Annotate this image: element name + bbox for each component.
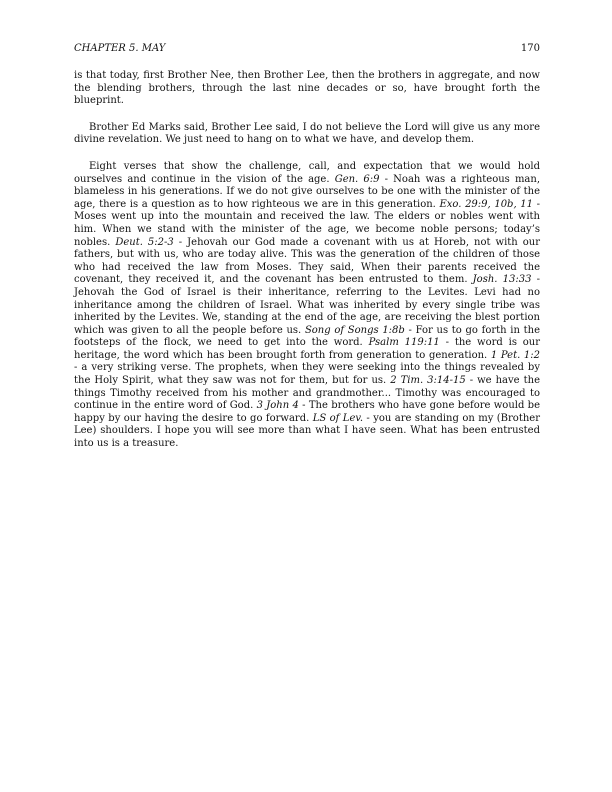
text-run: - For us to go forth in the footsteps of the flock, we need to get into the word. <box>74 324 541 349</box>
text-run: - Moses went up into the mountain and received the law. The elders or nobles went with him. When we stand with the minister of the age, we become noble persons; today’s nobles. <box>74 198 540 248</box>
text-run: - you are standing on my (Brother Lee) shoulders. I hope you will see more than what I have seen. What has been entrusted into us is a treasure. <box>74 412 540 450</box>
text-run: - a very striking verse. The prophets, when they were seeking into the things revealed by the Holy Spirit, what they saw was not for them, but for us. <box>74 362 540 387</box>
text-run: - we have the things Timothy received from his mother and grandmother... Timothy was encouraged to continue in the entire word of God. <box>74 375 540 412</box>
paragraph <box>74 122 540 147</box>
scripture-reference: Josh. 13:33 <box>472 274 532 286</box>
paragraph <box>74 70 540 108</box>
scripture-reference: Exo. 29:9, 10b, 11 <box>439 198 533 210</box>
paragraph <box>74 161 540 451</box>
body-text <box>74 70 540 465</box>
scripture-reference: Gen. 6:9 <box>334 173 380 185</box>
text-run: - the word is our heritage, the word which has been brought forth from generation to generation. <box>74 337 541 361</box>
text-run: - Jehovah the God of Israel is their inheritance, referring to the Levites. Levi had no inheritance among the children of Israel. What was inherited by every single tribe was inherited by the Levites. We, standing at the end of the age, are receiving the blest portion which was given to all the people before us. <box>74 274 541 336</box>
text-run: - Noah was a righteous man, blameless in his generations. If we do not give ourselves to be one with the minister of the age, there is a question as to how righteous we are in this generation. <box>74 173 541 210</box>
text-run: Eight verses that show the challenge, call, and expectation that we would hold ourselves and continue in the vision of the age. <box>74 160 540 185</box>
chapter-title: CHAPTER 5. MAY <box>74 43 166 54</box>
scripture-reference: 2 Tim. 3:14-15 <box>390 375 466 387</box>
scripture-reference: LS of Lev. <box>312 412 363 424</box>
scripture-reference: Song of Songs 1:8b <box>304 324 405 336</box>
text-run: - Jehovah our God made a covenant with us at Horeb, not with our fathers, but with us, who are today alive. This was the generation of the children of those who had received the law from Moses. They said, When their parents received the covenant, they received it, and the covenant has been entrusted to them. <box>74 236 540 286</box>
text-run: is that today, first Brother Nee, then Brother Lee, then the brothers in aggregate, and now the blending brothers, through the last nine decades or so, have brought forth the blueprint. <box>74 70 540 107</box>
scripture-reference: Deut. 5:2-3 <box>115 236 174 248</box>
text-run: - The brothers who have gone before would be happy by our having the desire to go forward. <box>74 400 540 424</box>
scripture-reference: 1 Pet. 1:2 <box>490 349 540 361</box>
scripture-reference: 3 John 4 <box>256 400 299 412</box>
scripture-reference: Psalm 119:11 <box>368 337 440 349</box>
page-number: 170 <box>520 43 540 54</box>
text-run: Brother Ed Marks said, Brother Lee said, I do not believe the Lord will give us any more divine revelation. We just need to hang on to what we have, and develop them. <box>74 121 540 146</box>
